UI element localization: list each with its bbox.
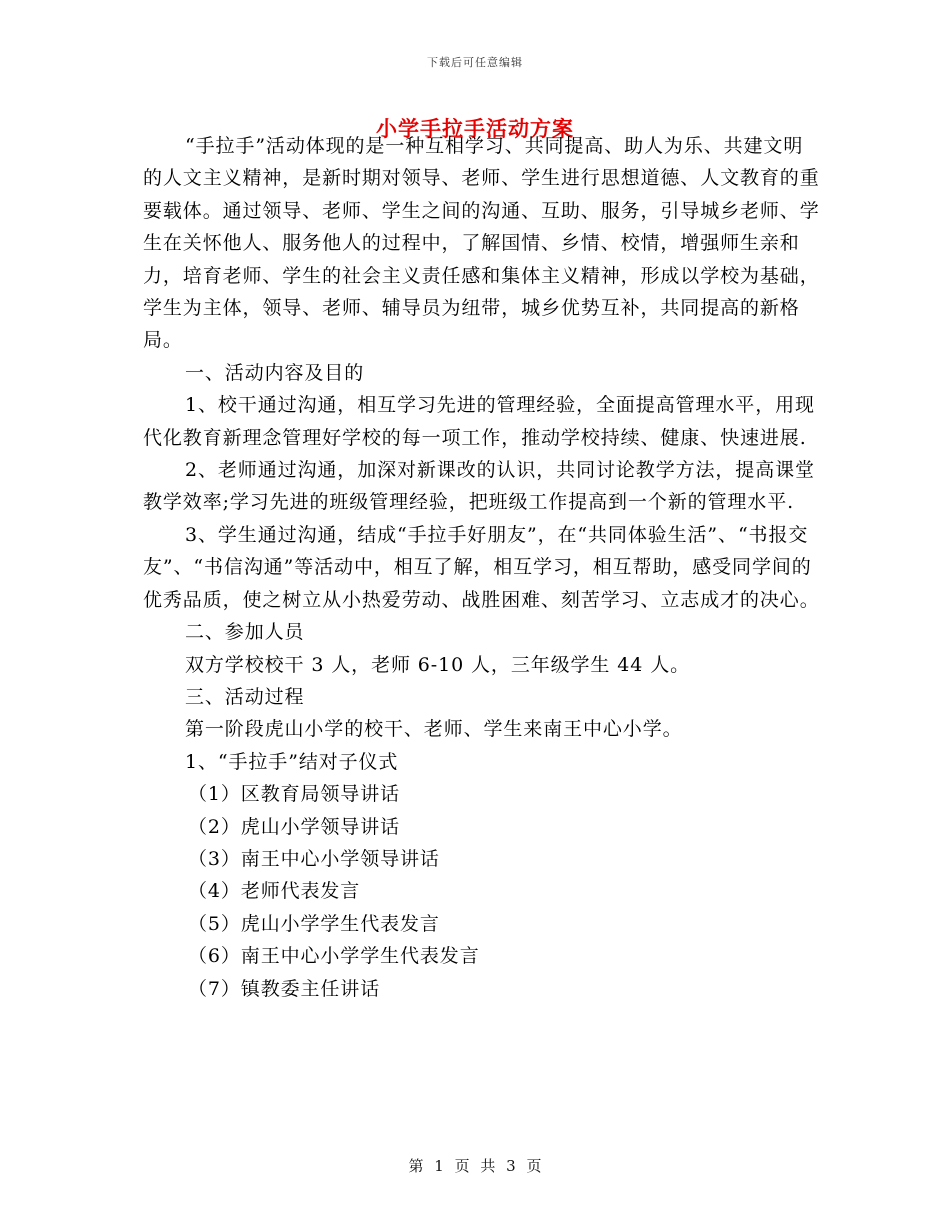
document-title: 小学手拉手活动方案 (376, 116, 574, 141)
ceremony-item: （3）南王中心小学领导讲话 (188, 847, 440, 870)
intro-paragraph: “手拉手”活动体现的是一种互相学习、共同提高、助人为乐、共建文明的人文主义精神，是新时期对领导、老师、学生进行思想道德、人文教育的重要载体。通过领导、老师、学生之间的沟通、互助、服务，引导城乡老师、学生在关怀他人、服务他人的过程中，了解国情、乡情、校情，增强师生亲和力，培育老师、学生的社会主义责任感和集体主义精神，形成以学校为基础，学生为主体，领导、老师、辅导员为纽带，城乡优势互补，共同提高的新格局。 (143, 135, 820, 352)
ceremony-item: （6）南王中心小学学生代表发言 (188, 945, 480, 968)
section1-heading: 一、活动内容及目的 (185, 361, 365, 384)
header-note: 下载后可任意编辑 (427, 56, 523, 69)
ceremony-item: （2）虎山小学领导讲话 (188, 815, 400, 838)
ceremony-item: （5）虎山小学学生代表发言 (188, 912, 440, 935)
section3-stage1: 第一阶段虎山小学的校干、老师、学生来南王中心小学。 (185, 718, 683, 741)
ceremony-item: （7）镇教委主任讲话 (188, 977, 381, 1000)
section1-paragraph-1: 1、校干通过沟通，相互学习先进的管理经验，全面提高管理水平，用现代化教育新理念管理好学校的每一项工作，推动学校持续、健康、快速进展. (143, 394, 815, 449)
section2-heading: 二、参加人员 (185, 621, 305, 644)
document-body (143, 130, 823, 1005)
ceremony-item: （1）区教育局领导讲话 (188, 783, 400, 806)
section1-paragraph-3: 3、学生通过沟通，结成“手拉手好朋友”，在“共同体验生活”、“书报交友”、“书信沟通”等活动中，相互了解，相互学习，相互帮助，感受同学间的优秀品质，使之树立从小热爱劳动、战胜困难、刻苦学习、立志成才的决心。 (143, 523, 820, 611)
section3-sub1: 1、“手拉手”结对子仪式 (185, 750, 399, 773)
section2-text: 双方学校校干 3 人，老师 6-10 人，三年级学生 44 人。 (185, 653, 690, 676)
section3-heading: 三、活动过程 (185, 685, 305, 708)
ceremony-item: （4）老师代表发言 (188, 880, 361, 903)
section1-paragraph-2: 2、老师通过沟通，加深对新课改的认识，共同讨论教学方法，提高课堂教学效率;学习先进的班级管理经验，把班级工作提高到一个新的管理水平. (143, 459, 815, 514)
page-number-footer: 第 1 页 共 3 页 (408, 1157, 542, 1175)
